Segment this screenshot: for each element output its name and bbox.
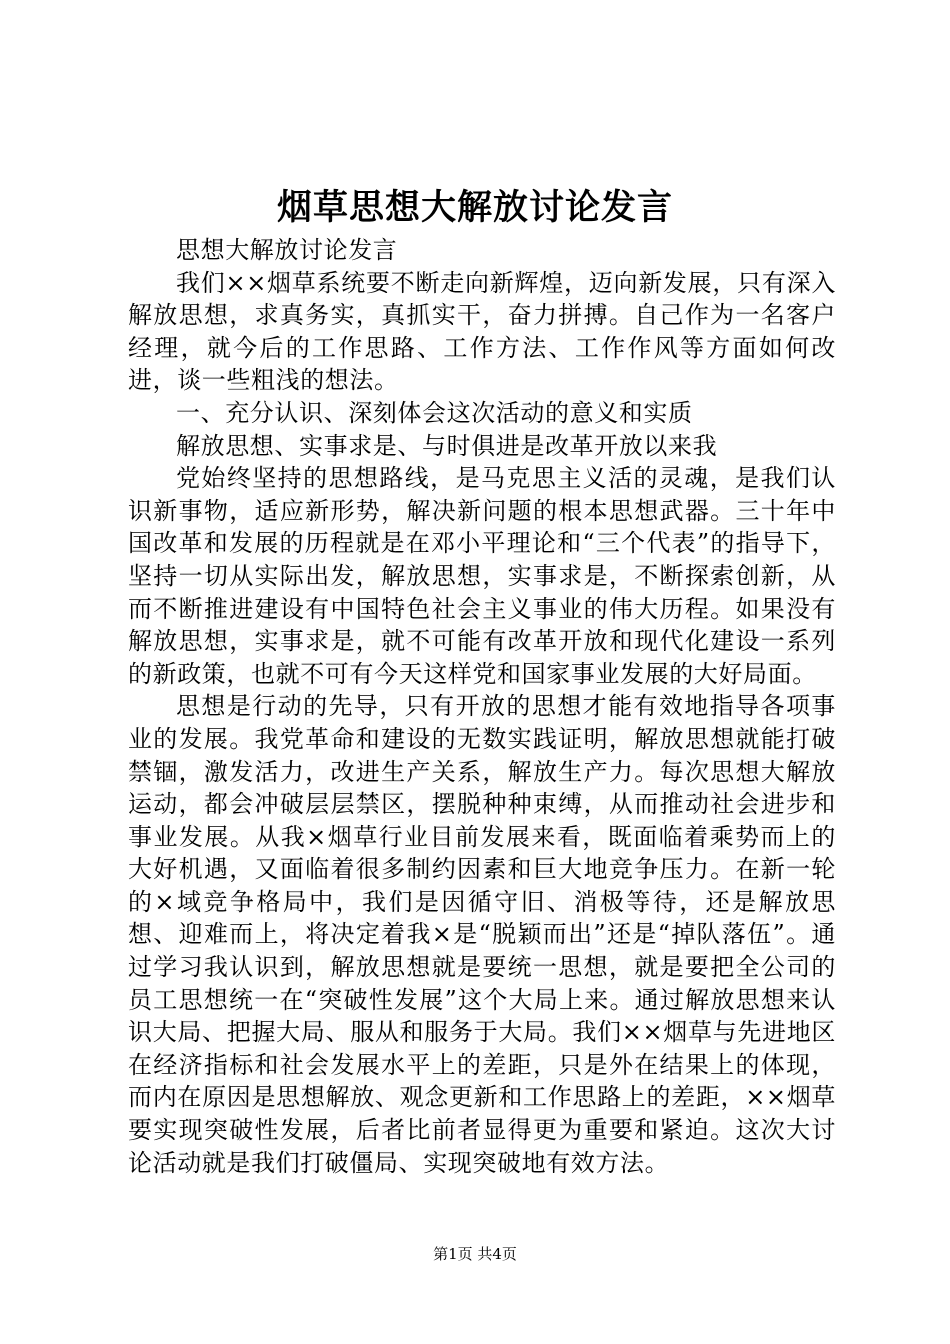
- page-number: 第1页: [433, 1245, 473, 1263]
- section-heading: 一、充分认识、深刻体会这次活动的意义和实质: [176, 398, 693, 427]
- document-body: [128, 234, 836, 1179]
- paragraph-lead: 解放思想、实事求是、与时俱进是改革开放以来我: [176, 431, 718, 460]
- paragraph-intro: 我们××烟草系统要不断走向新辉煌，迈向新发展，只有深入解放思想，求真务实，真抓实干，奋力拼搏。自己作为一名客户经理，就今后的工作思路、工作方法、工作作风等方面如何改进，谈一些粗浅的想法。: [128, 268, 836, 395]
- paragraph-party-line: 党始终坚持的思想路线，是马克思主义活的灵魂，是我们认识新事物，适应新形势，解决新问题的根本思想武器。三十年中国改革和发展的历程就是在邓小平理论和“三个代表”的指导下，坚持一切从实际出发，解放思想，实事求是，不断探索创新，从而不断推进建设有中国特色社会主义事业的伟大历程。如果没有解放思想，实事求是，就不可能有改革开放和现代化建设一系列的新政策，也就不可有今天这样党和国家事业发展的大好局面。: [128, 464, 836, 688]
- document-title: 烟草思想大解放讨论发言: [276, 187, 673, 228]
- paragraph-thought-leads: 思想是行动的先导，只有开放的思想才能有效地指导各项事业的发展。我党革命和建设的无数实践证明，解放思想就能打破禁锢，激发活力，改进生产关系，解放生产力。每次思想大解放运动，都会冲破层层禁区，摆脱种种束缚，从而推动社会进步和事业发展。从我×烟草行业目前发展来看，既面临着乘势而上的大好机遇，又面临着很多制约因素和巨大地竞争压力。在新一轮的×域竞争格局中，我们是因循守旧、消极等待，还是解放思想、迎难而上，将决定着我×是“脱颖而出”还是“掉队落伍”。通过学习我认识到，解放思想就是要统一思想，就是要把全公司的员工思想统一在“突破性发展”这个大局上来。通过解放思想来认识大局、把握大局、服从和服务于大局。我们××烟草与先进地区在经济指标和社会发展水平上的差距，只是外在结果上的体现，而内在原因是思想解放、观念更新和工作思路上的差距，××烟草要实现突破性发展，后者比前者显得更为重要和紧迫。这次大讨论活动就是我们打破僵局、实现突破地有效方法。: [128, 692, 836, 1177]
- page-footer: [0, 1244, 950, 1264]
- paragraph-subtitle: 思想大解放讨论发言: [176, 236, 398, 264]
- page-total: 共4页: [477, 1245, 517, 1263]
